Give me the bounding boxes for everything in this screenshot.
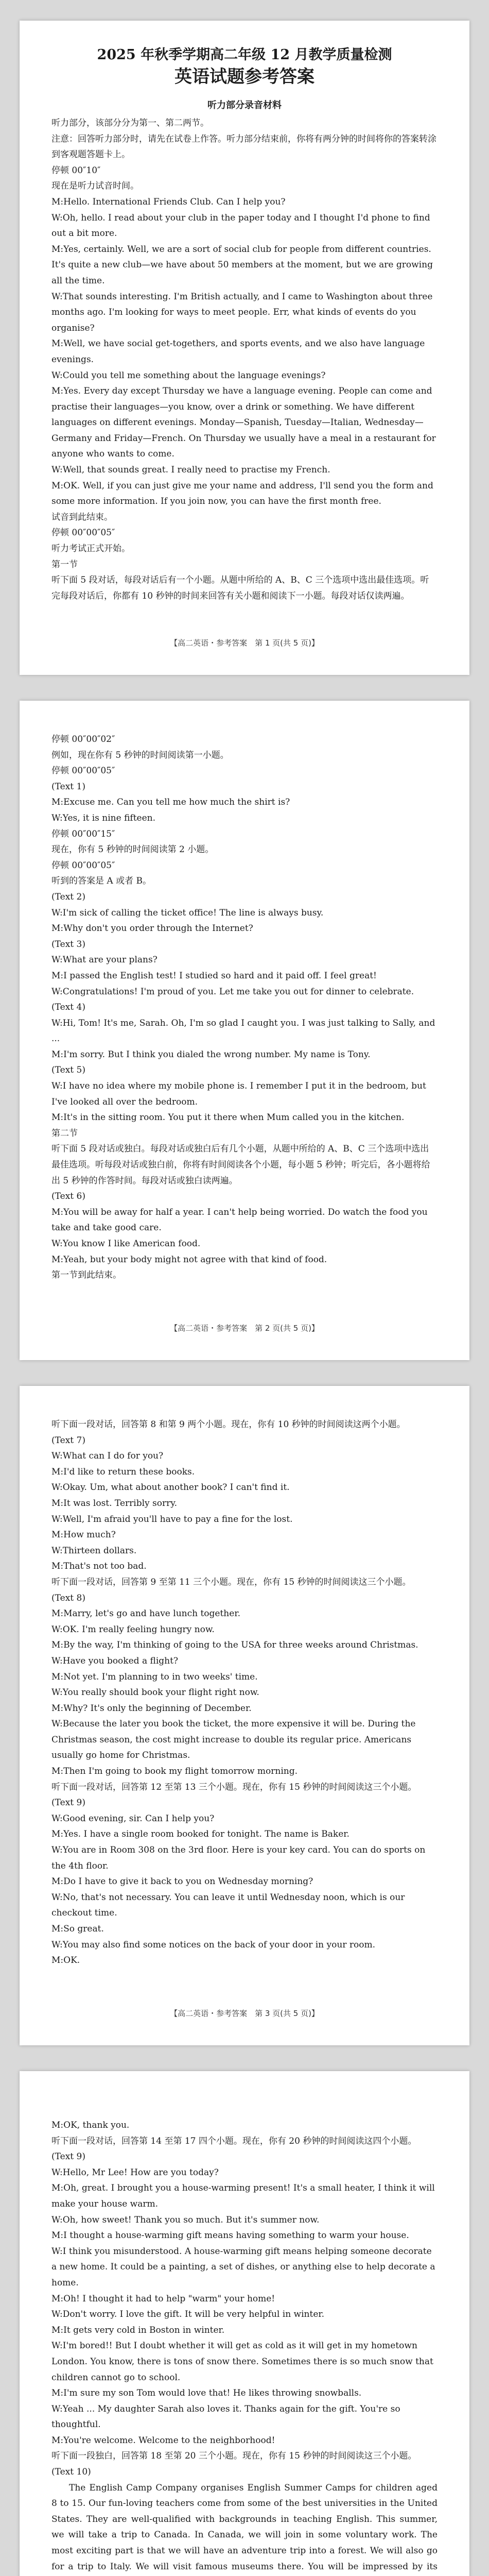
transcript-line: W:Because the later you book the ticket, the more expensive it will be. During the Christmas season, the cost might increase to double its regular price. Americans usually go home for Christmas. [51, 1719, 416, 1761]
transcript-line: W:Okay. Um, what about another book? I can't find it. [51, 1482, 290, 1493]
transcript-line: M:Do I have to give it back to you on Wednesday morning? [51, 1876, 313, 1887]
transcript-line: M:Yes, certainly. Well, we are a sort of social club for people from different countries. It's quite a new club—we have about 50 members at the moment, but we are growing all the time. [51, 244, 433, 286]
transcript-line: (Text 9) [51, 1798, 85, 1808]
transcript-line: M:It's in the sitting room. You put it there when Mum called you in the kitchen. [51, 1112, 405, 1123]
transcript-line: 停顿 00″00″02″ [51, 734, 115, 744]
transcript-line: 听下面一段对话，回答第 9 至第 11 三个小题。现在，你有 15 秒钟的时间阅读这三个小题。 [51, 1577, 411, 1587]
transcript-line: 停顿 00″00″05″ [51, 860, 115, 871]
page-4 [20, 2071, 469, 2576]
transcript-line: 听力部分，该部分分为第一、第二两节。 [51, 118, 209, 128]
transcript-line: 现在，你有 5 秒钟的时间阅读第 2 小题。 [51, 844, 214, 855]
page-footer: 【高二英语・参考答案 第 1 页(共 5 页)】 [170, 638, 319, 648]
transcript-line: (Text 3) [51, 939, 85, 950]
transcript-line: 第一节 [51, 559, 78, 570]
transcript-line: (Text 9) [51, 2151, 85, 2162]
transcript-line: (Text 10) [51, 2467, 91, 2478]
transcript-line: M:It was lost. Terribly sorry. [51, 1498, 177, 1509]
transcript-line: M:OK, thank you. [51, 2120, 130, 2130]
transcript-line: 停顿 00″00″15″ [51, 828, 115, 839]
transcript-line: 注意：回答听力部分时，请先在试卷上作答。听力部分结束前，你将有两分钟的时间将你的答案转涂到客观题答题卡上。 [51, 133, 436, 160]
document-subtitle: 英语试题参考答案 [174, 66, 315, 87]
transcript-line: M:OK. Well, if you can just give me your name and address, I'll send you the form and some more information. If you join now, you can have the first month free. [51, 480, 433, 507]
transcript-line: 听下面一段对话，回答第 14 至第 17 四个小题。现在，你有 20 秒钟的时间阅读这四个小题。 [51, 2136, 417, 2146]
transcript-line: W:Hi, Tom! It's me, Sarah. Oh, I'm so glad I caught you. I was just talking to Sally, and ... [51, 1018, 435, 1044]
transcript-line: M:It gets very cold in Boston in winter. [51, 2325, 225, 2335]
transcript-line: W:I'm sick of calling the ticket office! The line is always busy. [51, 907, 324, 918]
transcript-line: W:Hello, Mr Lee! How are you today? [51, 2167, 219, 2178]
transcript-line: W:What are your plans? [51, 955, 158, 965]
transcript-line: M:So great. [51, 1924, 104, 1934]
transcript-line: W:OK. I'm really feeling hungry now. [51, 1624, 215, 1635]
page-2 [20, 701, 469, 1360]
transcript-line: (Text 4) [51, 1002, 85, 1013]
transcript-line: W:Good evening, sir. Can I help you? [51, 1813, 215, 1824]
transcript-line: 听下面一段对话，回答第 12 至第 13 三个小题。现在，你有 15 秒钟的时间阅读这三个小题。 [51, 1782, 417, 1792]
transcript-line: M:Not yet. I'm planning to in two weeks' time. [51, 1671, 258, 1682]
transcript-line: W:Have you booked a flight? [51, 1655, 179, 1666]
transcript-line: 听下面 5 段对话或独白。每段对话或独白后有几个小题，从题中所给的 A、B、C 三个选项中选出最佳选项。听每段对话或独白前，你将有时间阅读各个小题，每小题 5 秒钟；听完后，各小题将给出 5 秒钟的作答时间。每段对话或独白读两遍。 [51, 1144, 430, 1186]
transcript-line: 听下面一段独白，回答第 18 至第 20 三个小题。现在，你有 15 秒钟的时间阅读这三个小题。 [51, 2451, 417, 2462]
transcript-line: W:Could you tell me something about the language evenings? [51, 370, 326, 381]
transcript-line: (Text 7) [51, 1435, 85, 1446]
transcript-line: 例如，现在你有 5 秒钟的时间阅读第一小题。 [51, 750, 229, 760]
transcript-line: M:Yes. Every day except Thursday we have a language evening. People can come and practise their languages—you know, over a drink or something. We have different languages on different evenings. Monday—Spanish, Tuesday—Italian, Wednesday—Germany and Friday—French. On Thursday we usually have a meal in a restaurant for anyone who wants to come. [51, 386, 436, 460]
transcript-line: (Text 6) [51, 1191, 85, 1202]
transcript-line: W:Thirteen dollars. [51, 1545, 137, 1556]
transcript-line: W:Congratulations! I'm proud of you. Let me take you out for dinner to celebrate. [51, 986, 414, 997]
page-footer: 【高二英语・参考答案 第 2 页(共 5 页)】 [170, 1324, 319, 1333]
transcript-line: M:Well, we have social get-togethers, and sports events, and we also have language evenings. [51, 338, 425, 365]
transcript-line: M:Then I'm going to book my flight tomorrow morning. [51, 1766, 298, 1777]
page-3 [20, 1386, 469, 2045]
transcript-line: M:Oh! I thought it had to help "warm" your home! [51, 2293, 275, 2304]
transcript-line: M:Oh, great. I brought you a house-warming present! It's a small heater, I think it will make your house warm. [51, 2183, 435, 2209]
transcript-line: M:You're welcome. Welcome to the neighborhood! [51, 2435, 275, 2446]
page-1 [20, 21, 469, 675]
transcript-line: (Text 1) [51, 781, 85, 792]
transcript-line: W:You may also find some notices on the back of your door in your room. [51, 1939, 375, 1950]
transcript-line: 听下面一段对话，回答第 8 和第 9 两个小题。现在，你有 10 秒钟的时间阅读这两个小题。 [51, 1419, 406, 1430]
transcript-line: W:Oh, how sweet! Thank you so much. But it's summer now. [51, 2214, 320, 2225]
transcript-line: 听下面 5 段对话，每段对话后有一个小题。从题中所给的 A、B、C 三个选项中选出最佳选项。听完每段对话后，你都有 10 秒钟的时间来回答有关小题和阅读下一小题。每段对话仅读两遍。 [51, 575, 429, 601]
transcript-line: W:Oh, hello. I read about your club in the paper today and I thought I'd phone to find out a bit more. [51, 212, 430, 239]
transcript-line: M:Why? It's only the beginning of December. [51, 1703, 252, 1714]
transcript-line: W:You are in Room 308 on the 3rd floor. Here is your key card. You can do sports on the 4th floor. [51, 1845, 426, 1871]
transcript-line: M:You will be away for half a year. I can't help being worried. Do watch the food you take and take good care. [51, 1207, 428, 1233]
transcript-line: M:Hello. International Friends Club. Can I help you? [51, 196, 286, 207]
transcript-line: W:That sounds interesting. I'm British actually, and I came to Washington about three months ago. I'm looking for ways to meet people. Err, what kinds of events do you organise? [51, 291, 433, 333]
transcript-line: M:Marry, let's go and have lunch together. [51, 1608, 240, 1619]
transcript-line: 停顿 00″00″05″ [51, 528, 115, 538]
transcript-line: M:I'd like to return these books. [51, 1466, 195, 1477]
transcript-line: M:Why don't you order through the Internet? [51, 923, 253, 934]
transcript-line: M:Excuse me. Can you tell me how much the shirt is? [51, 797, 290, 808]
transcript-line: W:Well, I'm afraid you'll have to pay a fine for the lost. [51, 1514, 293, 1524]
transcript-block [51, 732, 438, 1283]
section-heading: 听力部分录音材料 [207, 100, 282, 111]
transcript-line: M:Yeah, but your body might not agree with that kind of food. [51, 1254, 327, 1265]
transcript-line: (Text 8) [51, 1592, 85, 1603]
transcript-block [51, 1417, 438, 1969]
transcript-line: M:I'm sure my son Tom would love that! He likes throwing snowballs. [51, 2388, 362, 2399]
transcript-line: W:What can I do for you? [51, 1451, 164, 1462]
transcript-line: (Text 2) [51, 891, 85, 902]
transcript-line: M:Yes. I have a single room booked for tonight. The name is Baker. [51, 1829, 350, 1840]
transcript-line: 停顿 00″10″ [51, 165, 101, 176]
transcript-line: M:How much? [51, 1530, 116, 1540]
transcript-line: 第二节 [51, 1128, 78, 1139]
transcript-line: W:I think you misunderstood. A house-warming gift means helping someone decorate a new home. It could be a painting, a set of dishes, or anything else to help decorate a home. [51, 2246, 435, 2288]
transcript-line: W:Yes, it is nine fifteen. [51, 812, 156, 823]
transcript-line: W:You really should book your flight right now. [51, 1687, 259, 1698]
transcript-line: 第一节到此结束。 [51, 1270, 121, 1281]
transcript-line: M:OK. [51, 1955, 80, 1966]
transcript-line: M:I thought a house-warming gift means having something to warm your house. [51, 2230, 409, 2241]
transcript-line: 现在是听力试音时间。 [51, 181, 139, 192]
transcript-block [51, 2117, 438, 2576]
transcript-line: W:No, that's not necessary. You can leave it until Wednesday noon, which is our checkout time. [51, 1892, 405, 1919]
transcript-line: W:I have no idea where my mobile phone is. I remember I put it in the bedroom, but I've looked all over the bedroom. [51, 1081, 426, 1107]
transcript-line: M:By the way, I'm thinking of going to the USA for three weeks around Christmas. [51, 1640, 418, 1651]
transcript-line: W:Yeah ... My daughter Sarah also loves it. Thanks again for the gift. You're so thoughtful. [51, 2403, 400, 2430]
transcript-line: 停顿 00″00″05″ [51, 766, 115, 776]
monologue-paragraph: The English Camp Company organises English Summer Camps for children aged 8 to 15. Our fun-loving teachers come from some of the best universities in the United States. They are well-qualified with backgrounds in teaching English. This summer, we will take a trip to Canada. In Canada, we will join in some voluntary work. The most exciting part is that we will have an adventure trip into a forest. We will also go for a trip to Italy. We will visit famous museums there. You will be impressed by its [51, 2482, 438, 2572]
transcript-line: 听力考试正式开始。 [51, 544, 130, 554]
transcript-line: 听到的答案是 A 或者 B。 [51, 876, 151, 887]
transcript-block [51, 115, 438, 604]
transcript-line: M:I'm sorry. But I think you dialed the wrong number. My name is Tony. [51, 1049, 371, 1060]
document-title: 2025 年秋季学期高二年级 12 月教学质量检测 [97, 47, 392, 63]
transcript-line: W:Don't worry. I love the gift. It will be very helpful in winter. [51, 2309, 325, 2320]
transcript-line: (Text 5) [51, 1065, 85, 1076]
transcript-line: W:You know I like American food. [51, 1239, 201, 1249]
transcript-line: 试音到此结束。 [51, 512, 113, 522]
transcript-line: M:I passed the English test! I studied so hard and it paid off. I feel great! [51, 970, 377, 981]
transcript-line: M:That's not too bad. [51, 1561, 147, 1572]
page-footer: 【高二英语・参考答案 第 3 页(共 5 页)】 [170, 2009, 319, 2018]
transcript-line: W:Well, that sounds great. I really need to practise my French. [51, 465, 330, 476]
transcript-line: W:I'm bored!! But I doubt whether it will get as cold as it will get in my hometown London. You know, there is tons of snow there. Sometimes there is so much snow that children cannot go to school. [51, 2341, 433, 2383]
